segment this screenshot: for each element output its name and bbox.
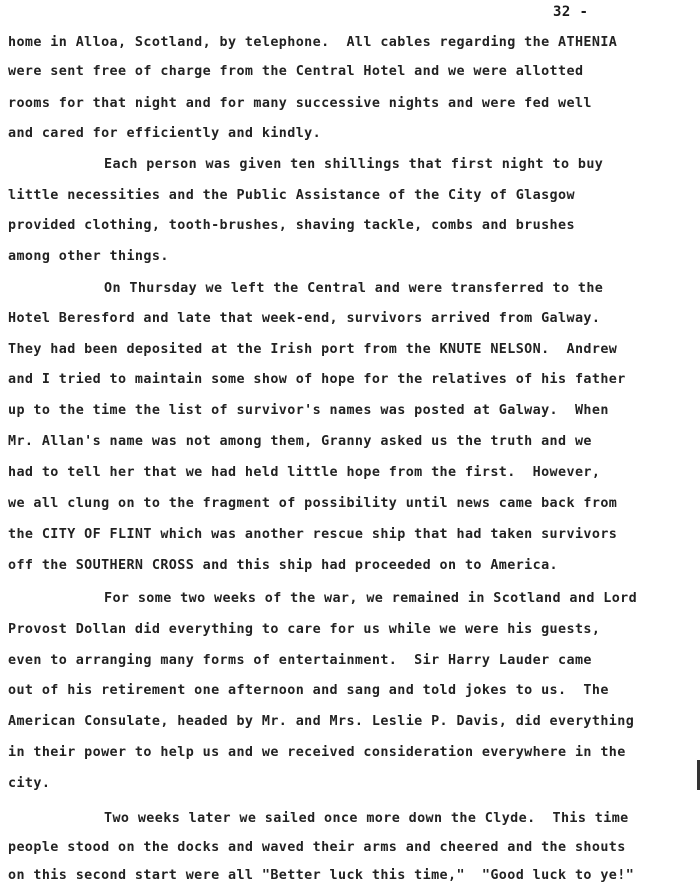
- text-line: Mr. Allan's name was not among them, Granny asked us the truth and we: [8, 434, 592, 449]
- text-line: and cared for efficiently and kindly.: [8, 126, 322, 141]
- text-line: we all clung on to the fragment of possibility until news came back from: [8, 496, 618, 511]
- text-line: among other things.: [8, 249, 169, 264]
- text-line: were sent free of charge from the Central Hotel and we were allotted: [8, 64, 584, 79]
- text-line: and I tried to maintain some show of hope for the relatives of his father: [8, 372, 626, 387]
- text-line: They had been deposited at the Irish port from the KNUTE NELSON. Andrew: [8, 342, 618, 357]
- text-line: the CITY OF FLINT which was another rescue ship that had taken survivors: [8, 527, 618, 542]
- text-line: Two weeks later we sailed once more down the Clyde. This time: [104, 811, 629, 826]
- text-line: On Thursday we left the Central and were transferred to the: [104, 281, 604, 296]
- text-line: city.: [8, 776, 51, 791]
- text-line: little necessities and the Public Assistance of the City of Glasgow: [8, 188, 575, 203]
- text-line: had to tell her that we had held little hope from the first. However,: [8, 465, 601, 480]
- text-line: Hotel Beresford and late that week-end, survivors arrived from Galway.: [8, 311, 601, 326]
- text-line: rooms for that night and for many successive nights and were fed well: [8, 96, 592, 111]
- text-line: Provost Dollan did everything to care for us while we were his guests,: [8, 622, 601, 637]
- text-line: out of his retirement one afternoon and sang and told jokes to us. The: [8, 683, 609, 698]
- text-line: For some two weeks of the war, we remained in Scotland and Lord: [104, 591, 638, 606]
- text-line: in their power to help us and we received consideration everywhere in the: [8, 745, 626, 760]
- text-line: home in Alloa, Scotland, by telephone. All cables regarding the ATHENIA: [8, 35, 618, 50]
- text-line: even to arranging many forms of entertainment. Sir Harry Lauder came: [8, 653, 592, 668]
- text-line: on this second start were all "Better luck this time," "Good luck to ye!": [8, 868, 635, 883]
- text-line: provided clothing, tooth-brushes, shaving tackle, combs and brushes: [8, 218, 575, 233]
- text-line: up to the time the list of survivor's names was posted at Galway. When: [8, 403, 609, 418]
- text-line: Each person was given ten shillings that first night to buy: [104, 157, 604, 172]
- text-line: American Consulate, headed by Mr. and Mrs. Leslie P. Davis, did everything: [8, 714, 635, 729]
- text-line: people stood on the docks and waved their arms and cheered and the shouts: [8, 840, 626, 855]
- page-number: 32 -: [553, 4, 589, 20]
- text-line: off the SOUTHERN CROSS and this ship had proceeded on to America.: [8, 558, 559, 573]
